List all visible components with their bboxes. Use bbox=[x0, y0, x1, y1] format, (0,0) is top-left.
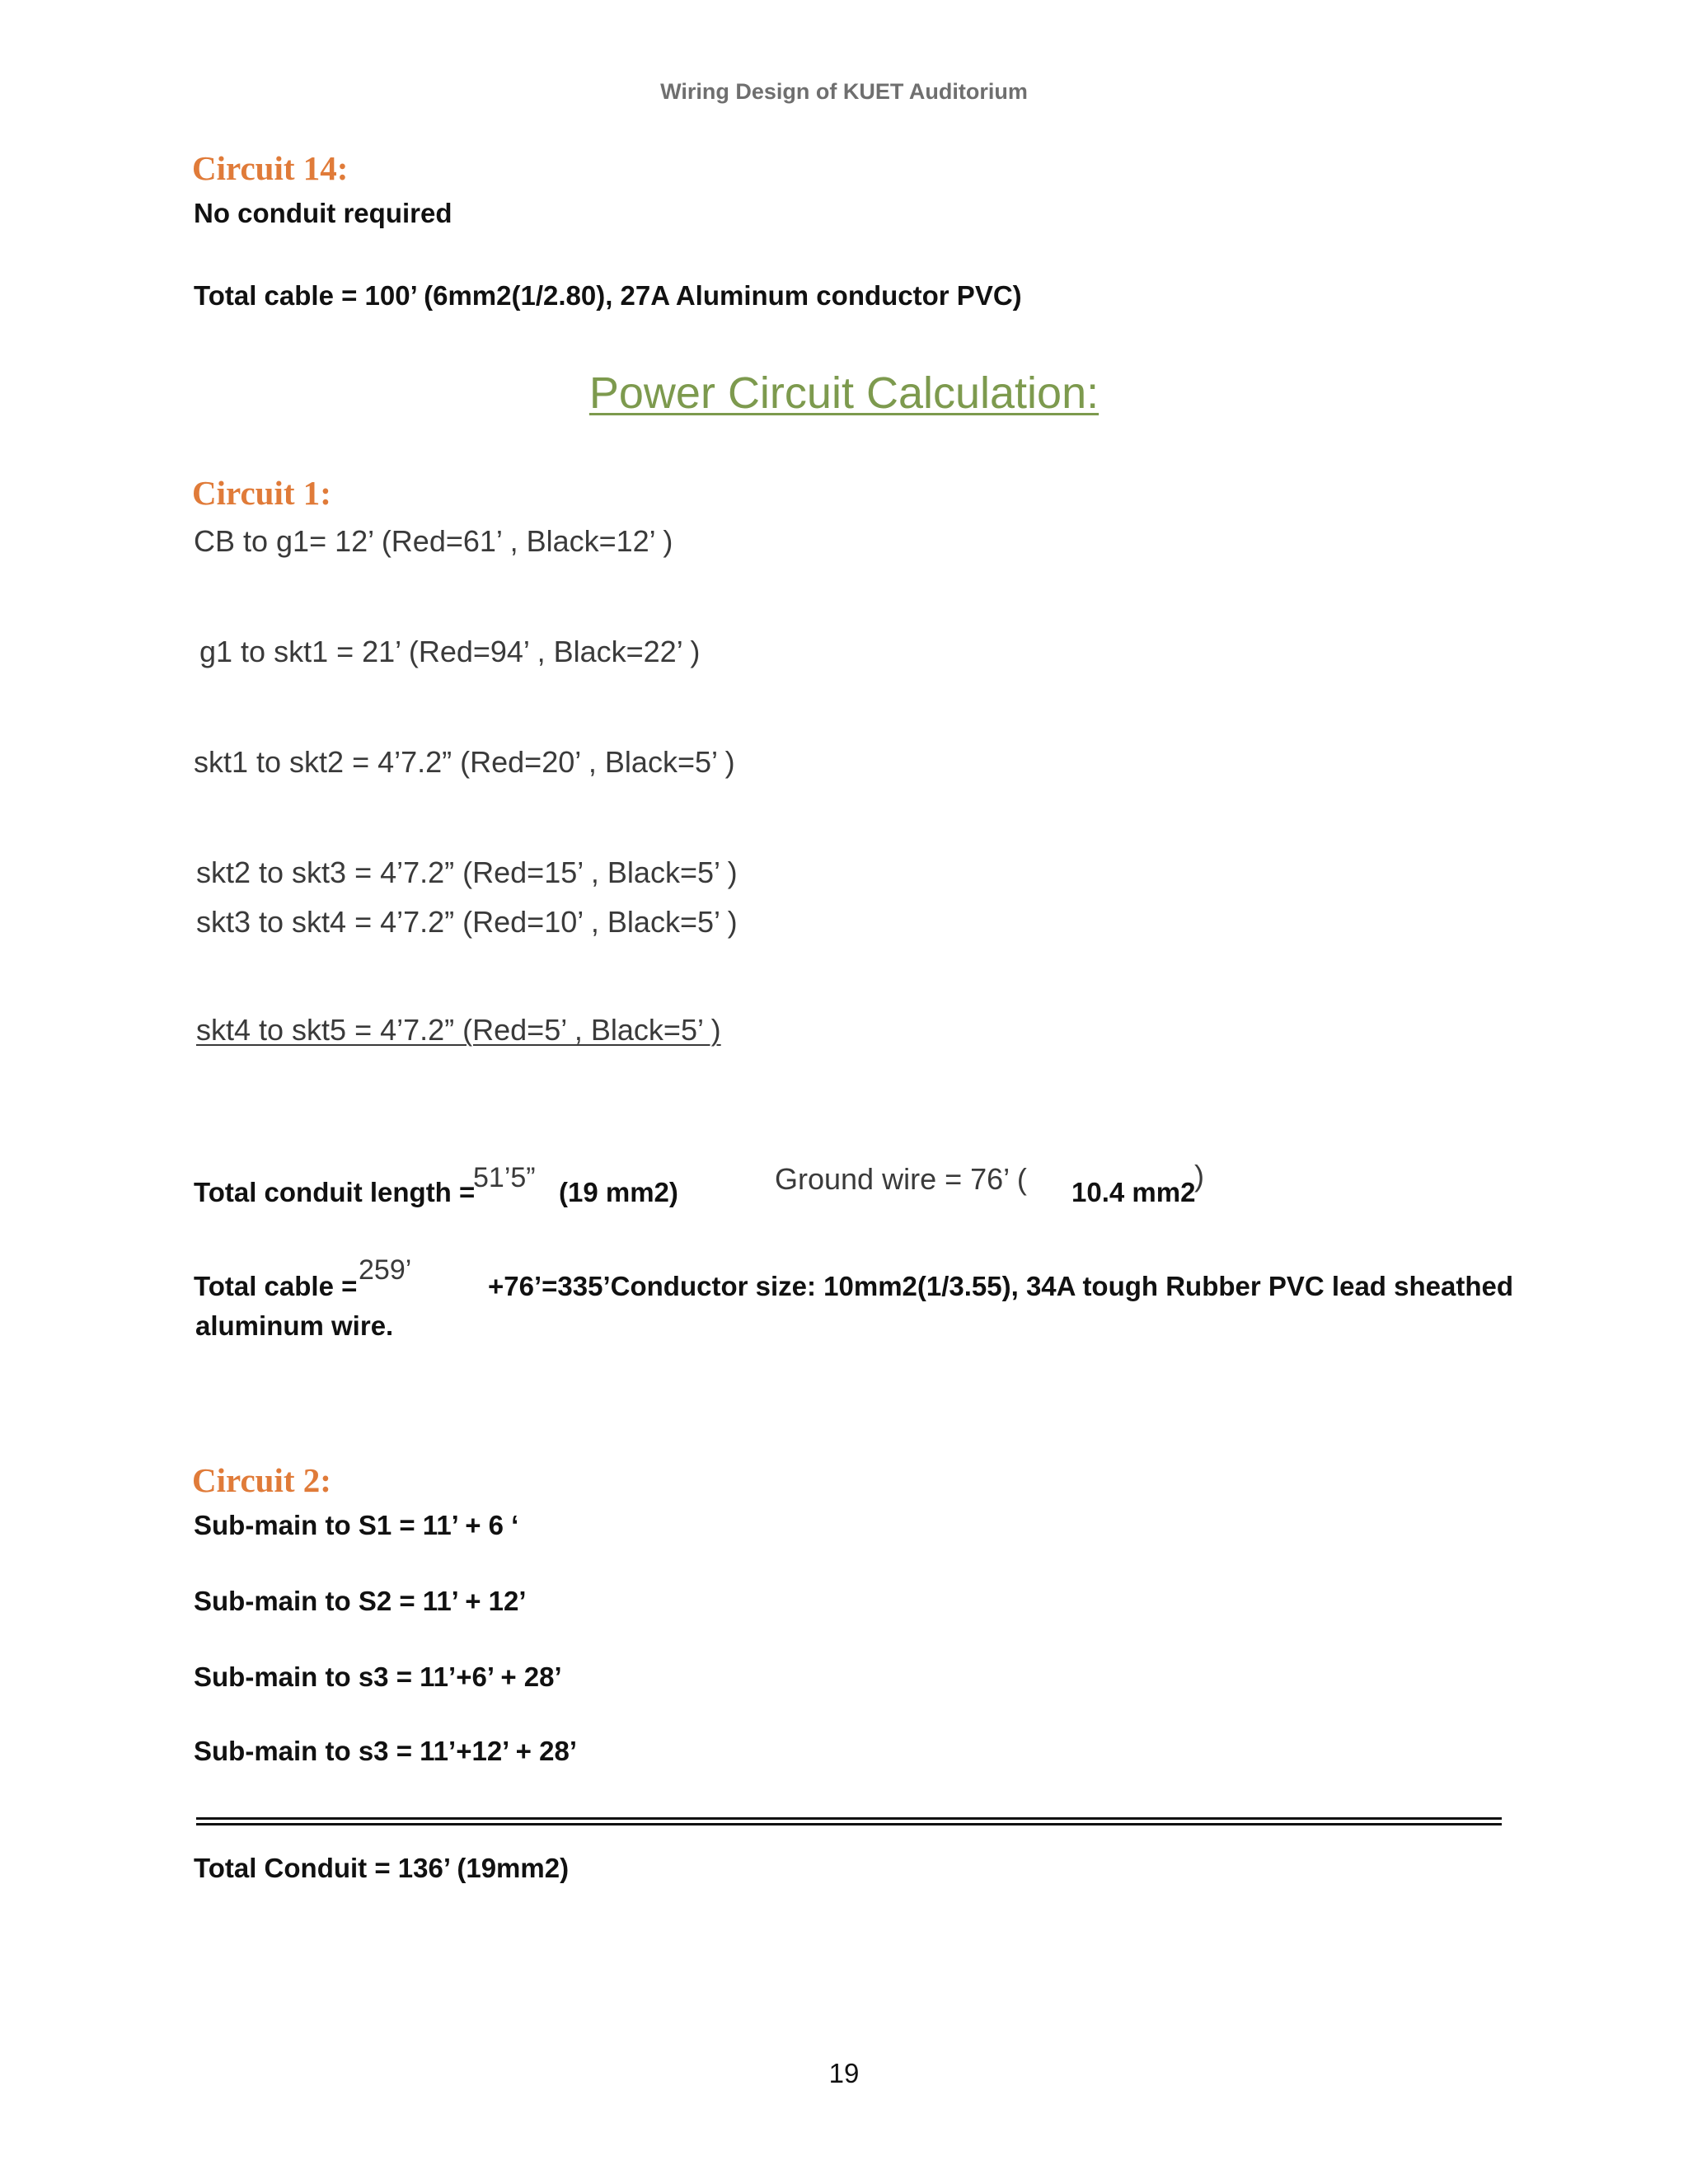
circuit-1-heading: Circuit 1: bbox=[192, 474, 331, 512]
circuit-2-total-conduit: Total Conduit = 136’ (19mm2) bbox=[194, 1853, 570, 1883]
circuit-1-run-skt1-skt2: skt1 to skt2 = 4’7.2” (Red=20’ , Black=5’ ) bbox=[194, 745, 735, 779]
circuit-1-run-skt2-skt3: skt2 to skt3 = 4’7.2” (Red=15’ , Black=5’ ) bbox=[196, 855, 738, 889]
ground-wire-label: Ground wire = 76’ ( bbox=[775, 1162, 1027, 1196]
section-title bbox=[0, 368, 1688, 419]
circuit-2-line-s2: Sub-main to S2 = 11’ + 12’ bbox=[194, 1586, 527, 1616]
page-number: 19 bbox=[828, 2058, 860, 2088]
circuit-2-line-s1: Sub-main to S1 = 11’ + 6 ‘ bbox=[194, 1510, 519, 1540]
total-cable-label: Total cable = bbox=[194, 1271, 358, 1301]
circuit-1-run-skt3-skt4: skt3 to skt4 = 4’7.2” (Red=10’ , Black=5’ ) bbox=[196, 905, 738, 939]
circuit-14-total-cable: Total cable = 100’ (6mm2(1/2.80), 27A Aluminum conductor PVC) bbox=[194, 280, 1022, 311]
circuit-2-heading: Circuit 2: bbox=[192, 1461, 331, 1499]
sum-divider bbox=[196, 1817, 1502, 1825]
total-cable-detail: +76’=335’Conductor size: 10mm2(1/3.55), 34A tough Rubber PVC lead sheathed bbox=[488, 1271, 1513, 1301]
circuit-1-run-g1-skt1: g1 to skt1 = 21’ (Red=94’ , Black=22’ ) bbox=[199, 635, 701, 668]
circuit-2-line-s3b: Sub-main to s3 = 11’+12’ + 28’ bbox=[194, 1736, 577, 1766]
power-circuit-calculation-title: Power Circuit Calculation: bbox=[588, 368, 1100, 418]
circuit-14-conduit-note: No conduit required bbox=[194, 198, 452, 228]
total-cable-value: 259’ bbox=[359, 1254, 412, 1286]
total-conduit-size: (19 mm2) bbox=[559, 1177, 678, 1207]
total-cable-detail-cont: aluminum wire. bbox=[195, 1310, 394, 1341]
ground-wire-close: ) bbox=[1194, 1159, 1204, 1193]
total-conduit-value: 51’5” bbox=[473, 1162, 536, 1193]
circuit-1-run-skt4-skt5: skt4 to skt5 = 4’7.2” (Red=5’ , Black=5’ ) bbox=[196, 1013, 721, 1047]
circuit-2-line-s3a: Sub-main to s3 = 11’+6’ + 28’ bbox=[194, 1661, 562, 1692]
ground-wire-size: 10.4 mm2 bbox=[1071, 1177, 1196, 1207]
running-header: Wiring Design of KUET Auditorium bbox=[660, 79, 1028, 104]
total-conduit-label: Total conduit length = bbox=[194, 1177, 476, 1207]
circuit-1-run-cb-g1: CB to g1= 12’ (Red=61’ , Black=12’ ) bbox=[194, 524, 673, 558]
circuit-14-heading: Circuit 14: bbox=[192, 149, 349, 187]
